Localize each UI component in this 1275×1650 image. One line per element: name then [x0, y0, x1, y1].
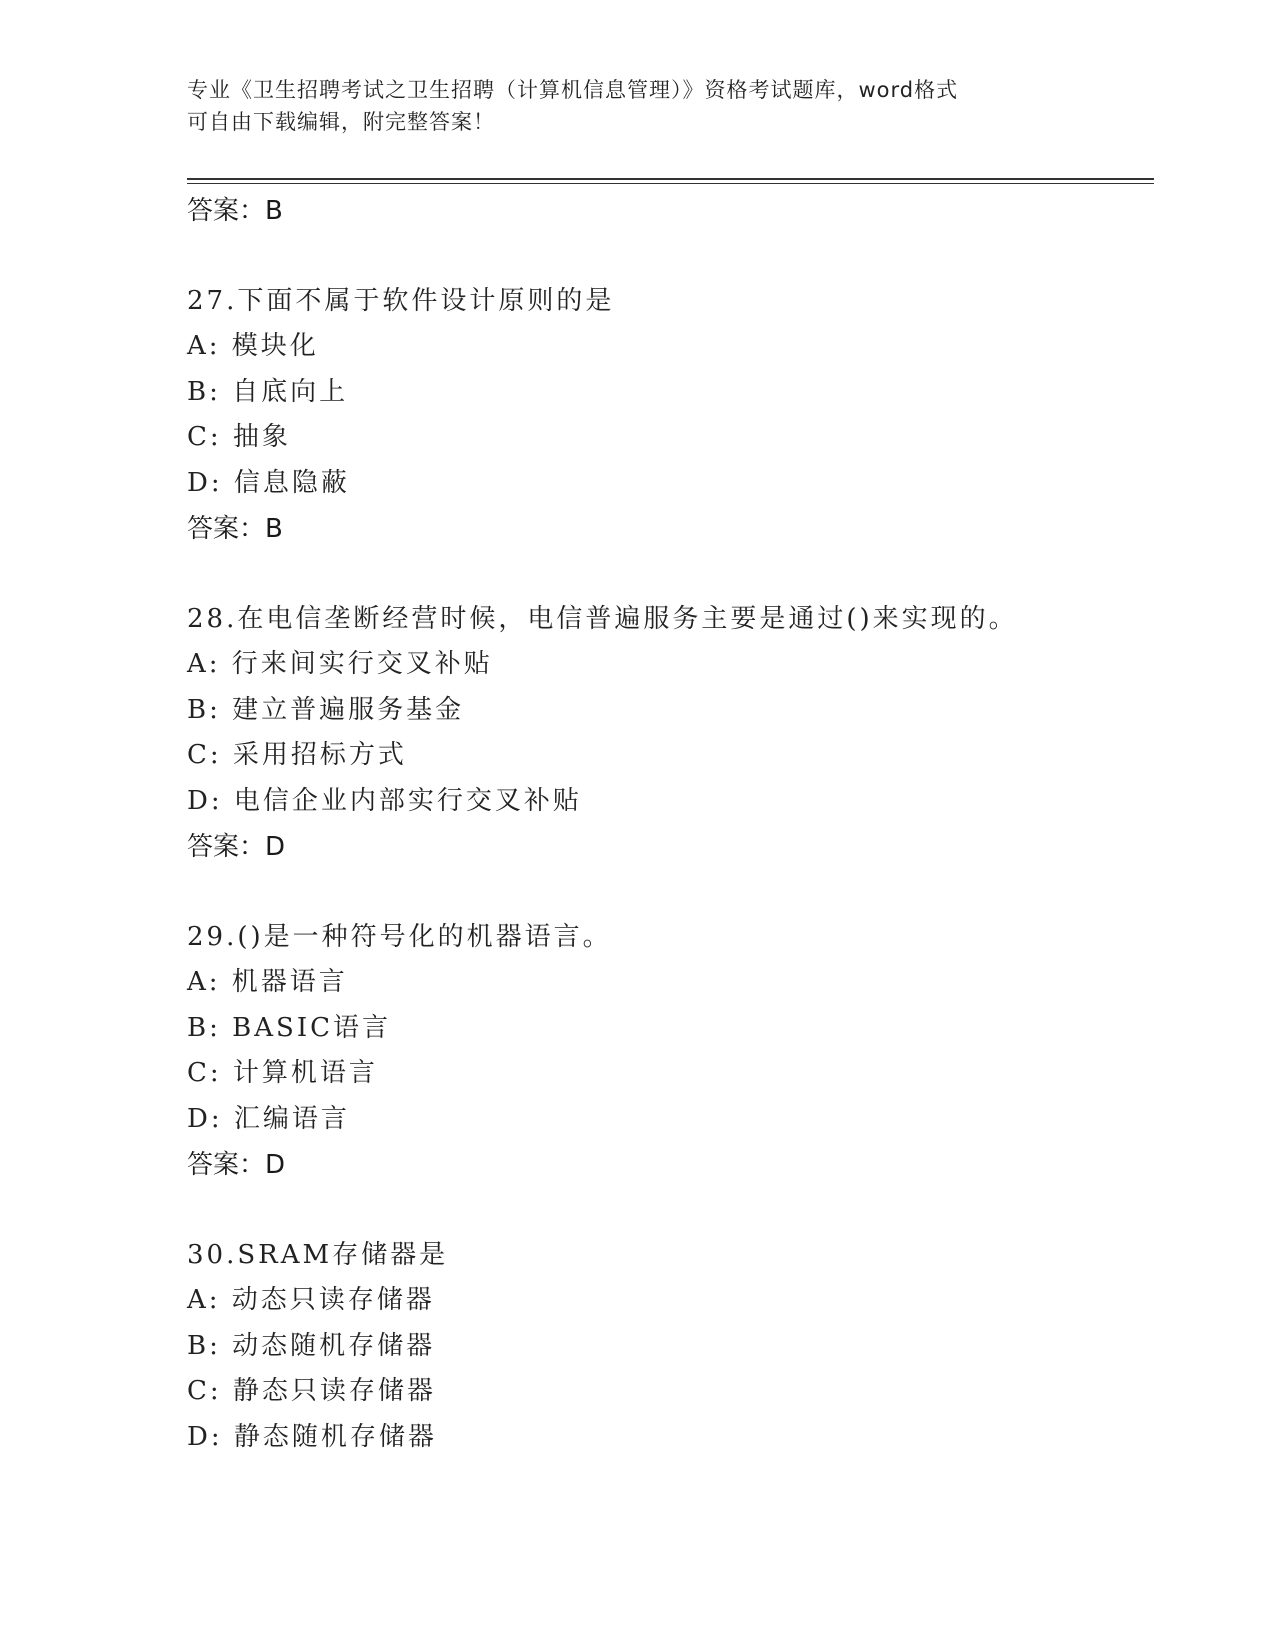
previous-answer: 答案：B: [187, 196, 283, 226]
answer: 答案：B: [187, 514, 283, 544]
option-c: C: 抽象: [187, 422, 291, 452]
question-stem: 27.下面不属于软件设计原则的是: [187, 286, 615, 316]
question-block: [187, 279, 1154, 552]
option-a: A: 机器语言: [187, 967, 348, 997]
question-stem: 29.()是一种符号化的机器语言。: [187, 922, 612, 952]
option-d: D: 汇编语言: [187, 1103, 350, 1134]
header-divider-thin: [187, 183, 1154, 184]
option-b: B: BASIC语言: [187, 1012, 391, 1043]
answer: 答案：D: [187, 832, 286, 862]
question-stem: 30.SRAM存储器是: [187, 1240, 449, 1270]
option-c: C: 计算机语言: [187, 1058, 378, 1088]
option-d: D: 电信企业内部实行交叉补贴: [187, 785, 582, 816]
option-b: B: 建立普遍服务基金: [187, 694, 465, 725]
option-b: B: 动态随机存储器: [187, 1330, 436, 1361]
question-block: [187, 597, 1154, 870]
option-a: A: 行来间实行交叉补贴: [187, 649, 493, 679]
answer: 答案：D: [187, 1150, 286, 1180]
option-c: C: 采用招标方式: [187, 740, 407, 770]
question-list: [187, 188, 1154, 1460]
header-divider-thick: [187, 178, 1154, 180]
option-d: D: 静态随机存储器: [187, 1421, 437, 1452]
document-header: [187, 74, 1087, 138]
option-b: B: 自底向上: [187, 376, 349, 407]
header-line-2: 可自由下载编辑，附完整答案！: [187, 110, 495, 134]
option-c: C: 静态只读存储器: [187, 1376, 436, 1406]
question-block: [187, 1233, 1154, 1460]
option-d: D: 信息隐蔽: [187, 467, 350, 498]
option-a: A: 动态只读存储器: [187, 1285, 435, 1315]
question-stem: 28.在电信垄断经营时候，电信普遍服务主要是通过()来实现的。: [187, 604, 1018, 634]
question-block: [187, 915, 1154, 1188]
option-a: A: 模块化: [187, 331, 319, 361]
header-line-1: 专业《卫生招聘考试之卫生招聘（计算机信息管理）》资格考试题库，word格式: [187, 78, 959, 102]
